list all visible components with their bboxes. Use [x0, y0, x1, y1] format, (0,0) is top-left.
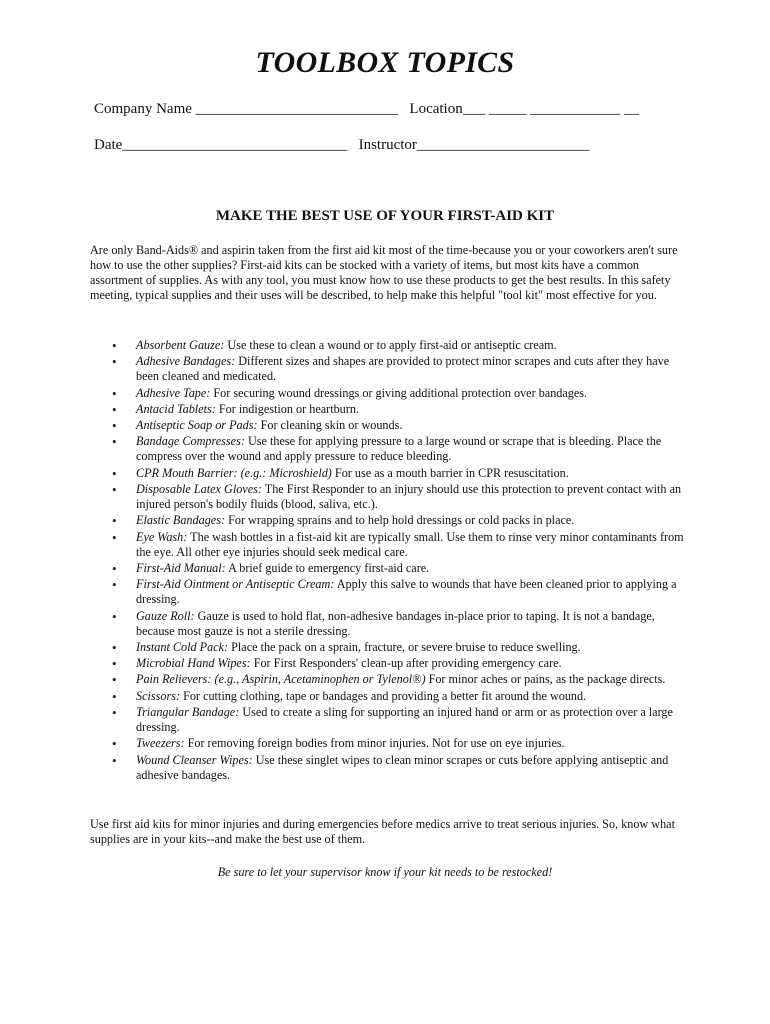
- item-term: Gauze Roll:: [136, 608, 195, 623]
- date-instructor-row: [94, 137, 694, 154]
- bullet-icon: •: [112, 656, 117, 672]
- section-heading: MAKE THE BEST USE OF YOUR FIRST-AID KIT: [215, 208, 555, 224]
- list-item: [112, 482, 684, 512]
- list-item: [112, 640, 684, 655]
- item-description: For use as a mouth barrier in CPR resuscitation.: [331, 465, 569, 480]
- item-description: For cleaning skin or wounds.: [257, 418, 403, 433]
- item-description: Use these for applying pressure to a large wound or scrape that is bleeding. Place the compress over the wound and apply pressure to reduce bleeding.: [136, 434, 662, 464]
- item-description: For removing foreign bodies from minor injuries. Not for use on eye injuries.: [184, 736, 565, 751]
- bullet-icon: •: [112, 688, 117, 704]
- list-item: [112, 338, 684, 353]
- bullet-icon: •: [112, 465, 117, 481]
- item-description: For minor aches or pains, as the package directs.: [425, 672, 666, 687]
- list-item: [112, 705, 684, 735]
- location-label: Location: [409, 101, 463, 117]
- item-term: First-Aid Manual:: [136, 560, 226, 575]
- list-item: [112, 736, 684, 751]
- item-description: Gauze is used to hold flat, non-adhesive bandages in-place prior to taping. It is not a bandage, because most gauze is not a sterile dressing.: [136, 608, 655, 638]
- company-name-label: Company Name: [94, 101, 192, 117]
- item-term: Absorbent Gauze:: [136, 338, 225, 352]
- item-term: Elastic Bandages:: [136, 513, 226, 528]
- bullet-icon: •: [112, 385, 117, 401]
- bullet-icon: •: [112, 418, 117, 434]
- bullet-icon: •: [112, 338, 117, 353]
- list-item: [112, 609, 684, 639]
- item-description: For First Responders' clean-up after providing emergency care.: [250, 656, 562, 671]
- list-item: [112, 513, 684, 528]
- bullet-icon: •: [112, 529, 117, 545]
- item-description: For cutting clothing, tape or bandages and providing a better fit around the wound.: [180, 688, 587, 703]
- bullet-icon: •: [112, 639, 117, 655]
- item-term: Triangular Bandage:: [136, 705, 240, 720]
- instructor-label: Instructor: [358, 137, 417, 153]
- list-item: [112, 656, 684, 671]
- item-description: Use these singlet wipes to clean minor scrapes or cuts before applying antiseptic and adhesive bandages.: [136, 752, 669, 782]
- list-item: [112, 689, 684, 704]
- bullet-icon: •: [112, 736, 117, 752]
- date-label: Date: [94, 137, 123, 153]
- bullet-icon: •: [112, 752, 117, 768]
- supply-list: [112, 338, 684, 784]
- list-item: [112, 386, 684, 401]
- item-description: Apply this salve to wounds that have been cleaned prior to applying a dressing.: [136, 577, 677, 607]
- intro-paragraph: Are only Band-Aids® and aspirin taken from the first aid kit most of the time-because you or your coworkers aren't sure how to use the other supplies? First-aid kits can be stocked with a variety of items, but most kits have a common assortment of supplies. As with any tool, you must know how to use these products to get the best results. In this safety meeting, typical supplies and their uses will be described, to help make this helpful "tool kit" most effective for you.: [90, 243, 678, 302]
- item-term: Bandage Compresses:: [136, 434, 245, 449]
- item-description: For wrapping sprains and to help hold dressings or cold packs in place.: [225, 513, 575, 528]
- item-description: Place the pack on a sprain, fracture, or severe bruise to reduce swelling.: [228, 639, 581, 654]
- bullet-icon: •: [112, 608, 117, 624]
- page-title: TOOLBOX TOPICS: [255, 46, 515, 79]
- instructor-blank[interactable]: _______________________: [416, 137, 590, 153]
- item-description: For indigestion or heartburn.: [215, 401, 359, 416]
- bullet-icon: •: [112, 513, 117, 529]
- item-description: The wash bottles in a fist-aid kit are typically small. Use them to rinse very minor contaminants from the eye. All other eye injuries should seek medical care.: [136, 529, 684, 559]
- closing-paragraph: Use first aid kits for minor injuries and during emergencies before medics arrive to treat serious injuries. So, know what supplies are in your kits--and make the best use of them.: [90, 817, 675, 846]
- item-description: Different sizes and shapes are provided to protect minor scrapes and cuts after they have been cleaned and medicated.: [136, 354, 670, 384]
- item-term: Microbial Hand Wipes:: [136, 656, 251, 671]
- bullet-icon: •: [112, 705, 117, 721]
- item-term: Scissors:: [136, 688, 181, 703]
- bullet-icon: •: [112, 354, 117, 370]
- item-term: Adhesive Bandages:: [136, 354, 236, 369]
- item-term: Pain Relievers: (e.g., Aspirin, Acetaminophen or Tylenol®): [136, 672, 426, 687]
- item-description: The First Responder to an injury should use this protection to prevent contact with an injured person's bodily fluids (blood, saliva, etc.).: [136, 482, 682, 512]
- list-item: [112, 434, 684, 464]
- list-item: [112, 672, 684, 687]
- list-item: [112, 577, 684, 607]
- bullet-icon: •: [112, 560, 117, 576]
- bullet-icon: •: [112, 434, 117, 450]
- item-term: Disposable Latex Gloves:: [136, 482, 262, 497]
- item-term: Tweezers:: [136, 736, 185, 751]
- list-item: [112, 354, 684, 384]
- item-term: Adhesive Tape:: [136, 385, 211, 400]
- list-item: [112, 466, 684, 481]
- company-name-blank[interactable]: ___________________________: [195, 101, 399, 117]
- company-location-row: [94, 101, 694, 118]
- item-description: Use these to clean a wound or to apply first-aid or antiseptic cream.: [224, 338, 557, 352]
- item-description: Used to create a sling for supporting an injured hand or arm or as protection over a large dressing.: [136, 705, 673, 735]
- item-term: Instant Cold Pack:: [136, 639, 229, 654]
- item-term: Antacid Tablets:: [136, 401, 216, 416]
- item-term: Antiseptic Soap or Pads:: [136, 418, 258, 433]
- item-description: For securing wound dressings or giving additional protection over bandages.: [210, 385, 588, 400]
- item-description: A brief guide to emergency first-aid care.: [225, 560, 430, 575]
- list-item: [112, 402, 684, 417]
- list-item: [112, 530, 684, 560]
- list-item: [112, 418, 684, 433]
- item-term: Eye Wash:: [136, 529, 188, 544]
- location-blank[interactable]: ___ _____ ____________ __: [462, 101, 639, 117]
- list-item: [112, 753, 684, 783]
- bullet-icon: •: [112, 672, 117, 688]
- restock-reminder: Be sure to let your supervisor know if your kit needs to be restocked!: [217, 865, 553, 879]
- item-term: CPR Mouth Barrier: (e.g.: Microshield): [136, 465, 332, 480]
- item-term: Wound Cleanser Wipes:: [136, 752, 253, 767]
- list-item: [112, 561, 684, 576]
- item-term: First-Aid Ointment or Antiseptic Cream:: [136, 577, 335, 592]
- bullet-icon: •: [112, 401, 117, 417]
- bullet-icon: •: [112, 577, 117, 593]
- bullet-icon: •: [112, 482, 117, 498]
- date-blank[interactable]: ______________________________: [122, 137, 348, 153]
